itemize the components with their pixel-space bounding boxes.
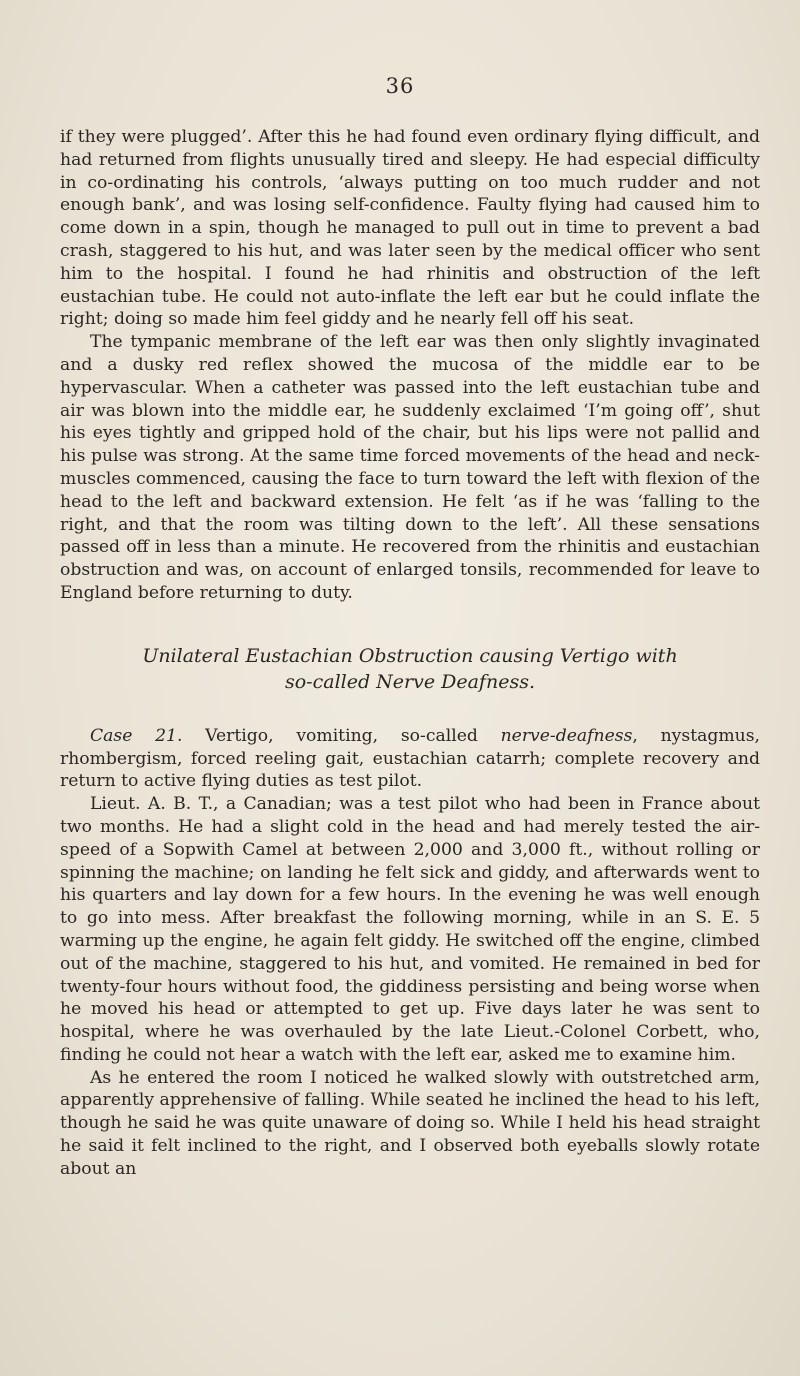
case-summary-part-2: , nystagmus, rhombergism, forced reeling gait, eustachian catarrh; complete recovery and return to active flying duties as test pilot. (60, 725, 760, 792)
paragraph-lieut-history: Lieut. A. B. T., a Canadian; was a test pilot who had been in France about two months. He had a slight cold in the head and had merely tested the air-speed of a Sopwith Camel at between 2,000 and 3,000 ft., without rolling or spinning the machine; on landing he felt sick and giddy, and afterwards went to his quarters and lay down for a few hours. In the evening he was well enough to go into mess. After breakfast the following morning, while in an S. E. 5 warming up the engine, he again felt giddy. He switched off the engine, climbed out of the machine, staggered to his hut, and vomited. He remained in bed for twenty-four hours without food, the giddiness persisting and being worse when he moved his head or attempted to get up. Five days later he was sent to hospital, where he was overhauled by the late Lieut.-Colonel Corbett, who, finding he could not hear a watch with the left ear, asked me to examine him. (60, 794, 760, 1065)
paragraph-tympanic: The tympanic membrane of the left ear was then only slightly invaginated and a dusky red reflex showed the mucosa of the middle ear to be hypervascular. When a catheter was passed into the left eustachian tube and air was blown into the middle ear, he suddenly exclaimed ‘I’m going off’, shut his eyes tightly and gripped hold of the chair, but his lips were not pallid and his pulse was strong. At the same time forced movements of the head and neck-muscles commenced, causing the face to turn toward the left with flexion of the head to the left and backward extension. He felt ‘as if he was ‘falling to the right, and that the room was tilting down to the left’. All these sensations passed off in less than a minute. He recovered from the rhinitis and eustachian obstruction and was, on account of enlarged tonsils, recommended for leave to England before returning to duty. (60, 332, 760, 603)
paragraph-examination: As he entered the room I noticed he walked slowly with outstretched arm, apparently apprehensive of falling. While seated he inclined the head to his left, though he said he was quite unaware of doing so. While I held his head straight he said it felt inclined to the right, and I observed both eyeballs slowly rotate about an (60, 1067, 760, 1179)
paragraph-case-21 (60, 725, 760, 793)
section-heading (60, 643, 760, 695)
case-label: Case 21. (90, 725, 183, 746)
body-text (60, 126, 760, 1181)
page-number: 36 (385, 74, 415, 98)
paragraph-continued: if they were plugged’. After this he had found even ordinary flying difficult, and had returned from flights unusually tired and sleepy. He had especial difficulty in co-ordinating his controls, ‘always putting on too much rudder and not enough bank’, and was losing self-confidence. Faulty flying had caused him to come down in a spin, though he managed to pull out in time to prevent a bad crash, staggered to his hut, and was later seen by the medical officer who sent him to the hospital. I found he had rhinitis and obstruction of the left eustachian tube. He could not auto-inflate the left ear but he could inflate the right; doing so made him feel giddy and he nearly fell off his seat. (60, 127, 760, 330)
case-summary-italic: nerve-deafness (500, 725, 633, 746)
case-summary-part-1: Vertigo, vomiting, so-called (182, 725, 501, 746)
section-heading-line-1: Unilateral Eustachian Obstruction causing Vertigo with (142, 644, 678, 667)
section-heading-line-2: so-called Nerve Deafness. (284, 670, 535, 693)
